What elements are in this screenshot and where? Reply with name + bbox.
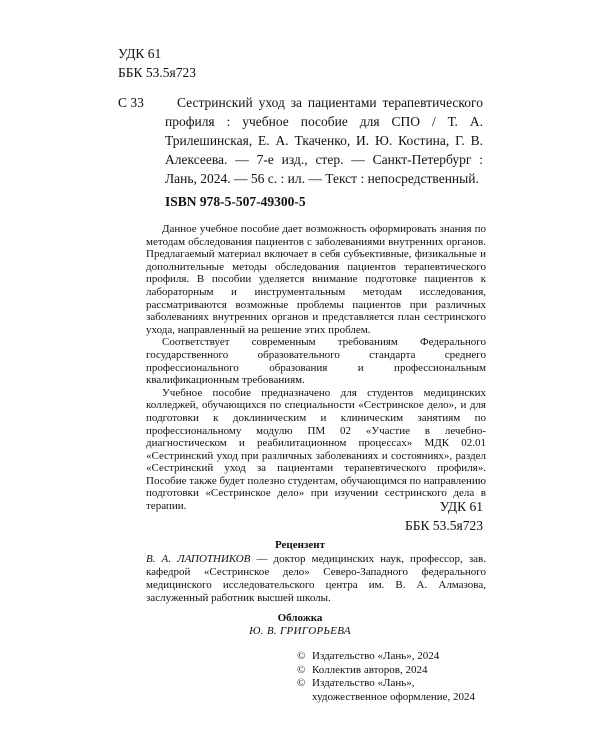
copyright-text: Коллектив авторов, 2024 xyxy=(312,663,428,676)
copyright-symbol: © xyxy=(297,650,306,662)
copyright-text: Издательство «Лань», xyxy=(312,677,415,690)
bbk-code: ББК 53.5я723 xyxy=(405,518,483,533)
cover-artist: Ю. В. ГРИГОРЬЕВА xyxy=(249,625,351,637)
annotation-paragraph: Данное учебное пособие дает возможность оформировать знания по методам обследования пациентов с заболеваниями внутренних органов. Предлагаемый материал включает в себя субъективные, физикальные и дополнительные методы обследования пациентов терапевтического профиля. В пособии уделяется внимание подготовке пациентов к лабораторным и инструментальным методам исследования, рассматриваются возможные проблемы пациентов при различных заболеваниях внутренних органов и представляется план сестринского ухода, направленный на решение этих проблем. xyxy=(146,223,486,336)
copyright-text: Издательство «Лань», 2024 xyxy=(312,650,440,662)
copyright-line xyxy=(297,664,475,678)
annotation xyxy=(146,223,486,513)
catalog-codes-bottom xyxy=(405,497,483,535)
reviewer-description: — доктор медицинских наук, профессор, зав. кафедрой «Сестринское дело» Северо-Западного федерального медицинского исследовательского центра им. В. А. Алмазова, заслуженный работник высшей школы. xyxy=(146,553,486,604)
catalog-codes-top xyxy=(118,44,196,82)
udk-code: УДК 61 xyxy=(118,46,162,61)
annotation-paragraph: Учебное пособие предназначено для студентов медицинских колледжей, обучающихся по специальности «Сестринское дело», и для подготовки к доклиническим и клиническим занятиям по профессиональному модулю ПМ 02 «Участие в лечебно-диагностическом и реабилитационном процессах» МДК 02.01 «Сестринский уход при различных заболеваниях и состояниях», раздел «Сестринский уход за пациентами терапевтического профиля». Пособие также будет полезно студентам, обучающимся по направлению подготовки «Сестринское дело» при изучении сестринского дела в терапии. xyxy=(146,386,486,513)
copyright-symbol: © xyxy=(297,677,306,690)
copyright-block xyxy=(297,650,475,704)
bbk-code: ББК 53.5я723 xyxy=(118,65,196,80)
copyright-line xyxy=(297,677,475,691)
udk-code: УДК 61 xyxy=(439,499,483,514)
reviewer-name: В. А. ЛАПОТНИКОВ xyxy=(146,553,251,565)
copyright-symbol: © xyxy=(297,663,306,676)
cover-heading: Обложка xyxy=(277,612,323,624)
annotation-paragraph: Соответствует современным требованиям Федерального государственного образовательного стандарта среднего профессионального образования и профессиональным квалификационным требованиям. xyxy=(146,336,486,387)
bibliographic-entry xyxy=(165,93,483,188)
author-mark: С 33 xyxy=(118,95,144,110)
reviewer-info xyxy=(146,553,486,605)
bibliographic-text: Сестринский уход за пациентами терапевтического профиля : учебное пособие для СПО / Т. А. Трилешинская, Е. А. Ткаченко, И. Ю. Костина, Г. В. Алексеева. — 7-е изд., стер. — Санкт-Петербург : Лань, 2024. — 56 с. : ил. — Текст : непосредственный. xyxy=(165,95,483,186)
copyright-line xyxy=(297,650,475,664)
isbn: ISBN 978-5-507-49300-5 xyxy=(165,194,306,209)
copyright-text-continued: художественное оформление, 2024 xyxy=(312,690,476,703)
reviewer-heading: Рецензент xyxy=(274,539,326,551)
